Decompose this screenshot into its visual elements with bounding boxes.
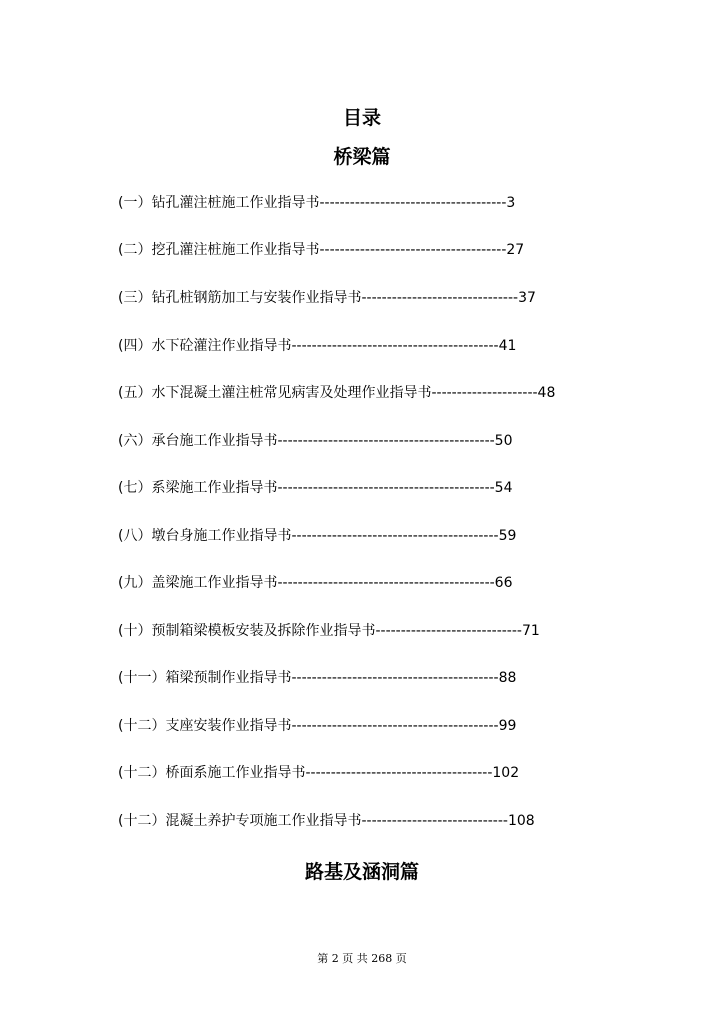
toc-entry[interactable]: (十二）桥面系施工作业指导书-------------------------------------102 (118, 765, 520, 781)
section-title-road: 路基及涵洞篇 (304, 861, 419, 883)
toc-title: 目录 (342, 107, 381, 129)
toc-entry[interactable]: (九）盖梁施工作业指导书-------------------------------------------66 (118, 575, 513, 591)
toc-entry[interactable]: (七）系梁施工作业指导书-------------------------------------------54 (118, 480, 513, 496)
toc-entry[interactable]: (十）预制箱梁模板安装及拆除作业指导书-----------------------------71 (118, 623, 540, 639)
toc-entry[interactable]: (八）墩台身施工作业指导书-----------------------------------------59 (118, 528, 517, 544)
toc-entry[interactable]: (六）承台施工作业指导书-------------------------------------------50 (118, 433, 513, 449)
toc-entry[interactable]: (五）水下混凝土灌注桩常见病害及处理作业指导书---------------------48 (118, 385, 556, 401)
toc-entry[interactable]: (三）钻孔桩钢筋加工与安装作业指导书-------------------------------37 (118, 290, 536, 306)
toc-entry[interactable]: (一）钻孔灌注桩施工作业指导书-------------------------------------3 (118, 195, 516, 211)
toc-entry[interactable]: (十一）箱梁预制作业指导书-----------------------------------------88 (118, 670, 517, 686)
section-title-bridge: 桥梁篇 (333, 146, 391, 168)
toc-entry[interactable]: (二）挖孔灌注桩施工作业指导书-------------------------------------27 (118, 242, 525, 258)
toc-entry[interactable]: (四）水下砼灌注作业指导书-----------------------------------------41 (118, 338, 517, 354)
toc-entry[interactable]: (十二）混凝土养护专项施工作业指导书-----------------------------108 (118, 813, 535, 829)
toc-entry[interactable]: (十二）支座安装作业指导书-----------------------------------------99 (118, 718, 517, 734)
page-footer: 第 2 页 共 268 页 (317, 952, 407, 965)
